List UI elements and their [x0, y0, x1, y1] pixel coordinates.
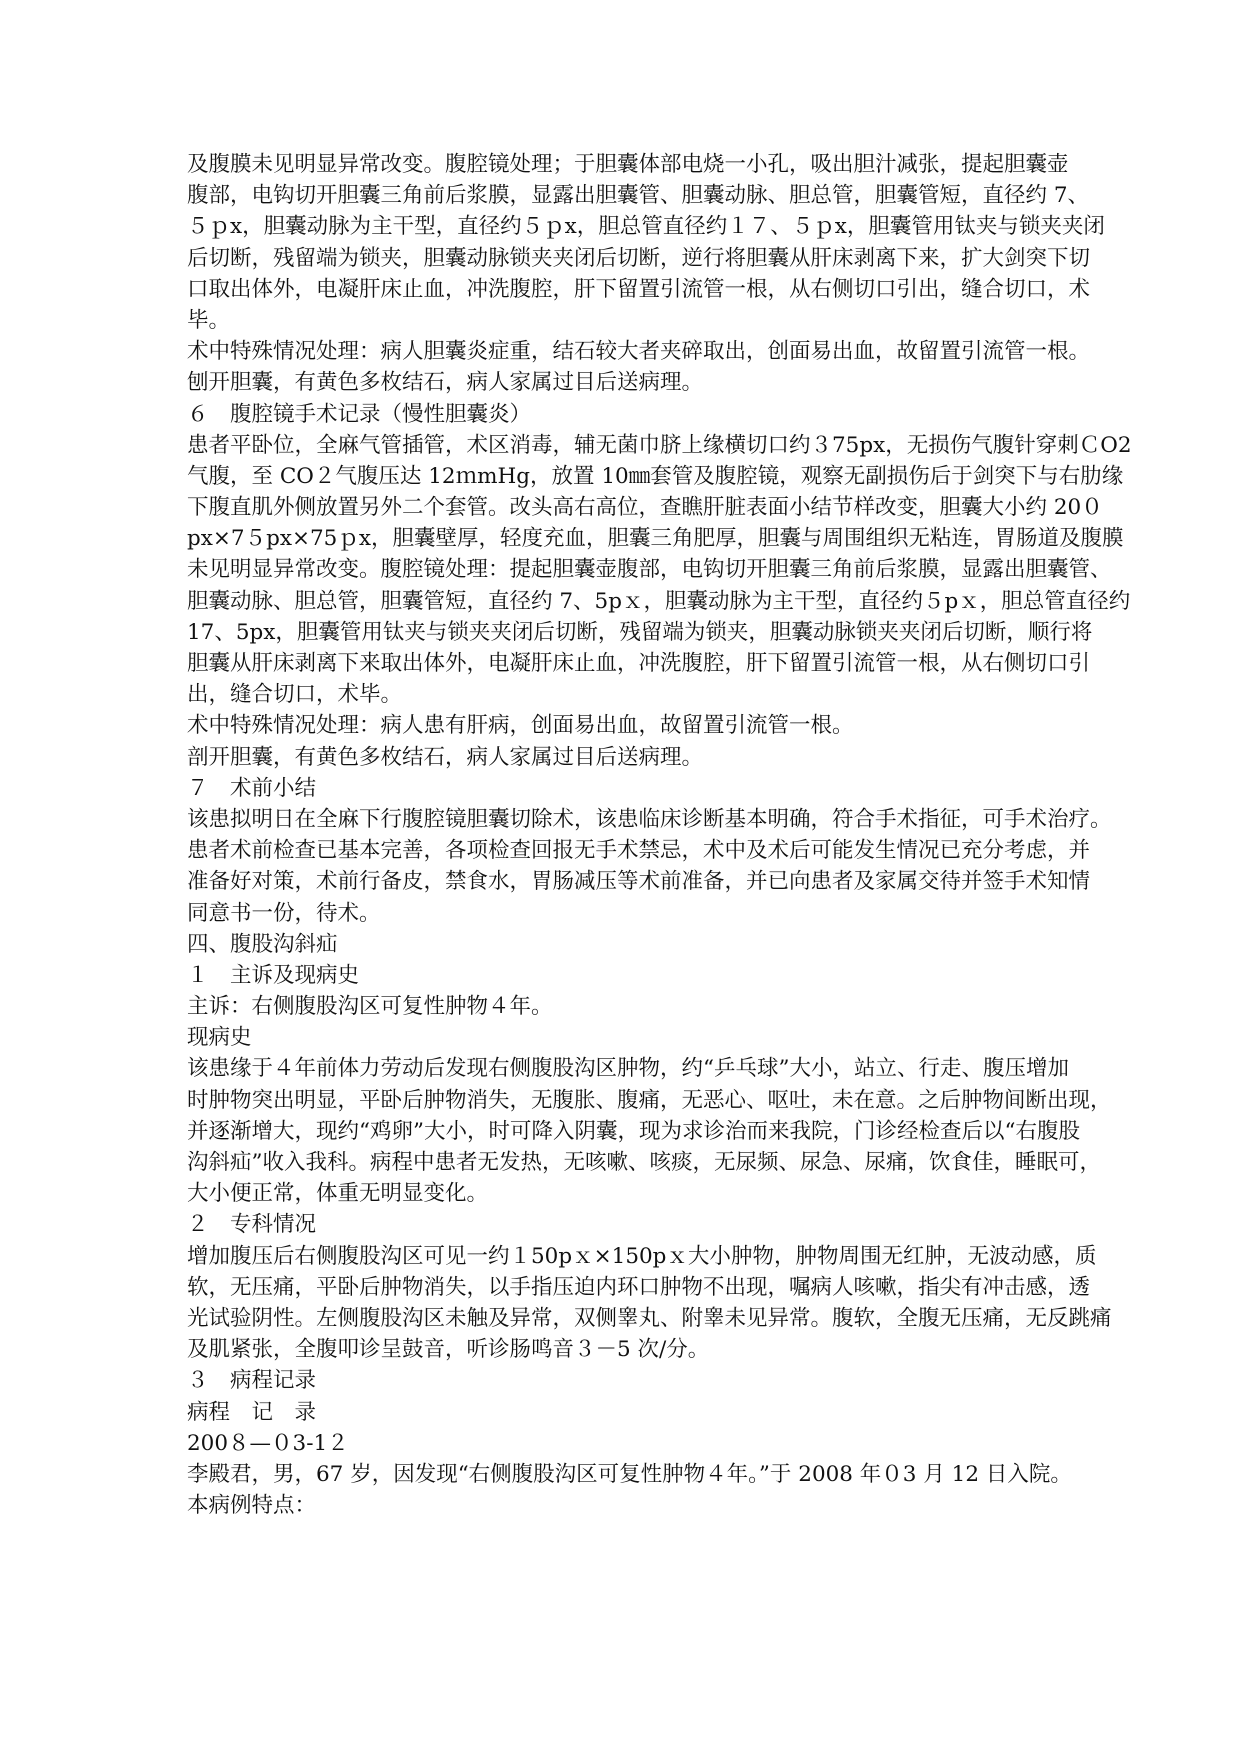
text-line: 下腹直肌外侧放置另外二个套管。改头高右高位，查瞧肝脏表面小结节样改变，胆囊大小约 20０ — [187, 495, 1103, 521]
record-date: 200８—０3-1２ — [187, 1430, 349, 1456]
section-heading: １ 主诉及现病史 — [187, 962, 360, 988]
section-heading: ２ 专科情况 — [187, 1212, 317, 1238]
text-line: 大小便正常，体重无明显变化。 — [187, 1181, 489, 1207]
text-line: 毕。 — [187, 307, 231, 333]
text-line: 准备好对策，术前行备皮，禁食水，胃肠减压等术前准备，并已向患者及家属交待并签手术知情 — [187, 869, 1091, 895]
section-heading: ７ 术前小结 — [187, 775, 317, 801]
text-line: 本病例特点： — [187, 1493, 317, 1519]
text-line: 光试验阴性。左侧腹股沟区未触及异常，双侧睾丸、附睾未见异常。腹软，全腹无压痛，无反跳痛 — [187, 1305, 1112, 1331]
section-heading: ３ 病程记录 — [187, 1368, 317, 1394]
chapter-heading: 四、腹股沟斜疝 — [187, 931, 338, 957]
text-line: 该患拟明日在全麻下行腹腔镜胆囊切除术，该患临床诊断基本明确，符合手术指征，可手术治疗。 — [187, 806, 1112, 832]
text-line: 该患缘于４年前体力劳动后发现右侧腹股沟区肿物，约“乒乓球”大小，站立、行走、腹压增加 — [187, 1056, 1069, 1082]
text-line: 术中特殊情况处理：病人患有肝病，创面易出血，故留置引流管一根。 — [187, 713, 854, 739]
text-line: 术中特殊情况处理：病人胆囊炎症重，结石较大者夹碎取出，创面易出血，故留置引流管一根。 — [187, 339, 1091, 365]
record-title: 病程 记 录 — [187, 1399, 317, 1425]
text-line: 及肌紧张，全腹叩诊呈鼓音，听诊肠鸣音３－5 次/分。 — [187, 1337, 710, 1363]
text-line: 腹部，电钩切开胆囊三角前后浆膜，显露出胆囊管、胆囊动脉、胆总管，胆囊管短，直径约 7、 — [187, 183, 1090, 209]
text-line: px×7５px×75ｐx，胆囊壁厚，轻度充血，胆囊三角肥厚，胆囊与周围组织无粘连，胃肠道及腹膜 — [187, 526, 1124, 552]
section-heading: ６ 腹腔镜手术记录（慢性胆囊炎） — [187, 401, 532, 427]
text-line: 刨开胆囊，有黄色多枚结石，病人家属过目后送病理。 — [187, 370, 704, 396]
text-line: 17、5px，胆囊管用钛夹与锁夹夹闭后切断，残留端为锁夹，胆囊动脉锁夹夹闭后切断，顺行将 — [187, 619, 1093, 645]
text-line: 后切断，残留端为锁夹，胆囊动脉锁夹夹闭后切断，逆行将胆囊从肝床剥离下来，扩大剑突下切 — [187, 245, 1091, 271]
text-line: 及腹膜未见明显异常改变。腹腔镜处理；于胆囊体部电烧一小孔，吸出胆汁减张，提起胆囊壶 — [187, 152, 1069, 177]
text-line: 气腹，至 CO２气腹压达 12ｍmHg，放置 10㎜套管及腹腔镜，观察无副损伤后于剑突下与右肋缘 — [187, 463, 1124, 489]
subsection-heading: 现病史 — [187, 1025, 252, 1051]
text-line: ５ｐx，胆囊动脉为主干型，直径约５ｐx，胆总管直径约１７、５ｐx，胆囊管用钛夹与锁夹夹闭 — [187, 214, 1105, 240]
text-line: 口取出体外，电凝肝床止血，冲洗腹腔，肝下留置引流管一根，从右侧切口引出，缝合切口，术 — [187, 276, 1091, 302]
text-line: 并逐渐增大，现约“鸡卵”大小，时可降入阴囊，现为求诊治而来我院，门诊经检查后以“右腹股 — [187, 1118, 1080, 1144]
text-line: 主诉：右侧腹股沟区可复性肿物４年。 — [187, 994, 553, 1020]
text-line: 患者术前检查已基本完善，各项检查回报无手术禁忌，术中及术后可能发生情况已充分考虑，并 — [187, 838, 1091, 864]
text-line: 剖开胆囊，有黄色多枚结石，病人家属过目后送病理。 — [187, 744, 704, 770]
text-line: 软，无压痛，平卧后肿物消失，以手指压迫内环口肿物不出现，嘱病人咳嗽，指尖有冲击感，透 — [187, 1274, 1091, 1300]
text-line: 未见明显异常改变。腹腔镜处理：提起胆囊壶腹部，电钩切开胆囊三角前后浆膜，显露出胆囊管、 — [187, 557, 1112, 583]
text-line: 患者平卧位，全麻气管插管，术区消毒，辅无菌巾脐上缘横切口约３75px，无损伤气腹针穿刺ＣO2 — [187, 432, 1132, 458]
text-line: 同意书一份，待术。 — [187, 900, 381, 926]
text-line: 出，缝合切口，术毕。 — [187, 682, 403, 708]
text-line: 沟斜疝”收入我科。病程中患者无发热，无咳嗽、咳痰，无尿频、尿急、尿痛，饮食佳，睡眠可， — [187, 1150, 1101, 1175]
text-line: 增加腹压后右侧腹股沟区可见一约１50pｘ×150pｘ大小肿物，肿物周围无红肿，无波动感，质 — [187, 1243, 1097, 1269]
text-line: 时肿物突出明显，平卧后肿物消失，无腹胀、腹痛，无恶心、呕吐，未在意。之后肿物间断出现， — [187, 1087, 1112, 1113]
document-page — [187, 149, 1237, 1521]
text-line: 胆囊动脉、胆总管，胆囊管短，直径约 7、5pｘ，胆囊动脉为主干型，直径约５pｘ，胆总管直径约 — [187, 588, 1131, 614]
text-line: 胆囊从肝床剥离下来取出体外，电凝肝床止血，冲洗腹腔，肝下留置引流管一根，从右侧切口引 — [187, 651, 1091, 676]
text-line: 李殿君，男，67 岁，因发现“右侧腹股沟区可复性肿物４年。”于 2008 年０3 月 12 日入院。 — [187, 1461, 1072, 1487]
